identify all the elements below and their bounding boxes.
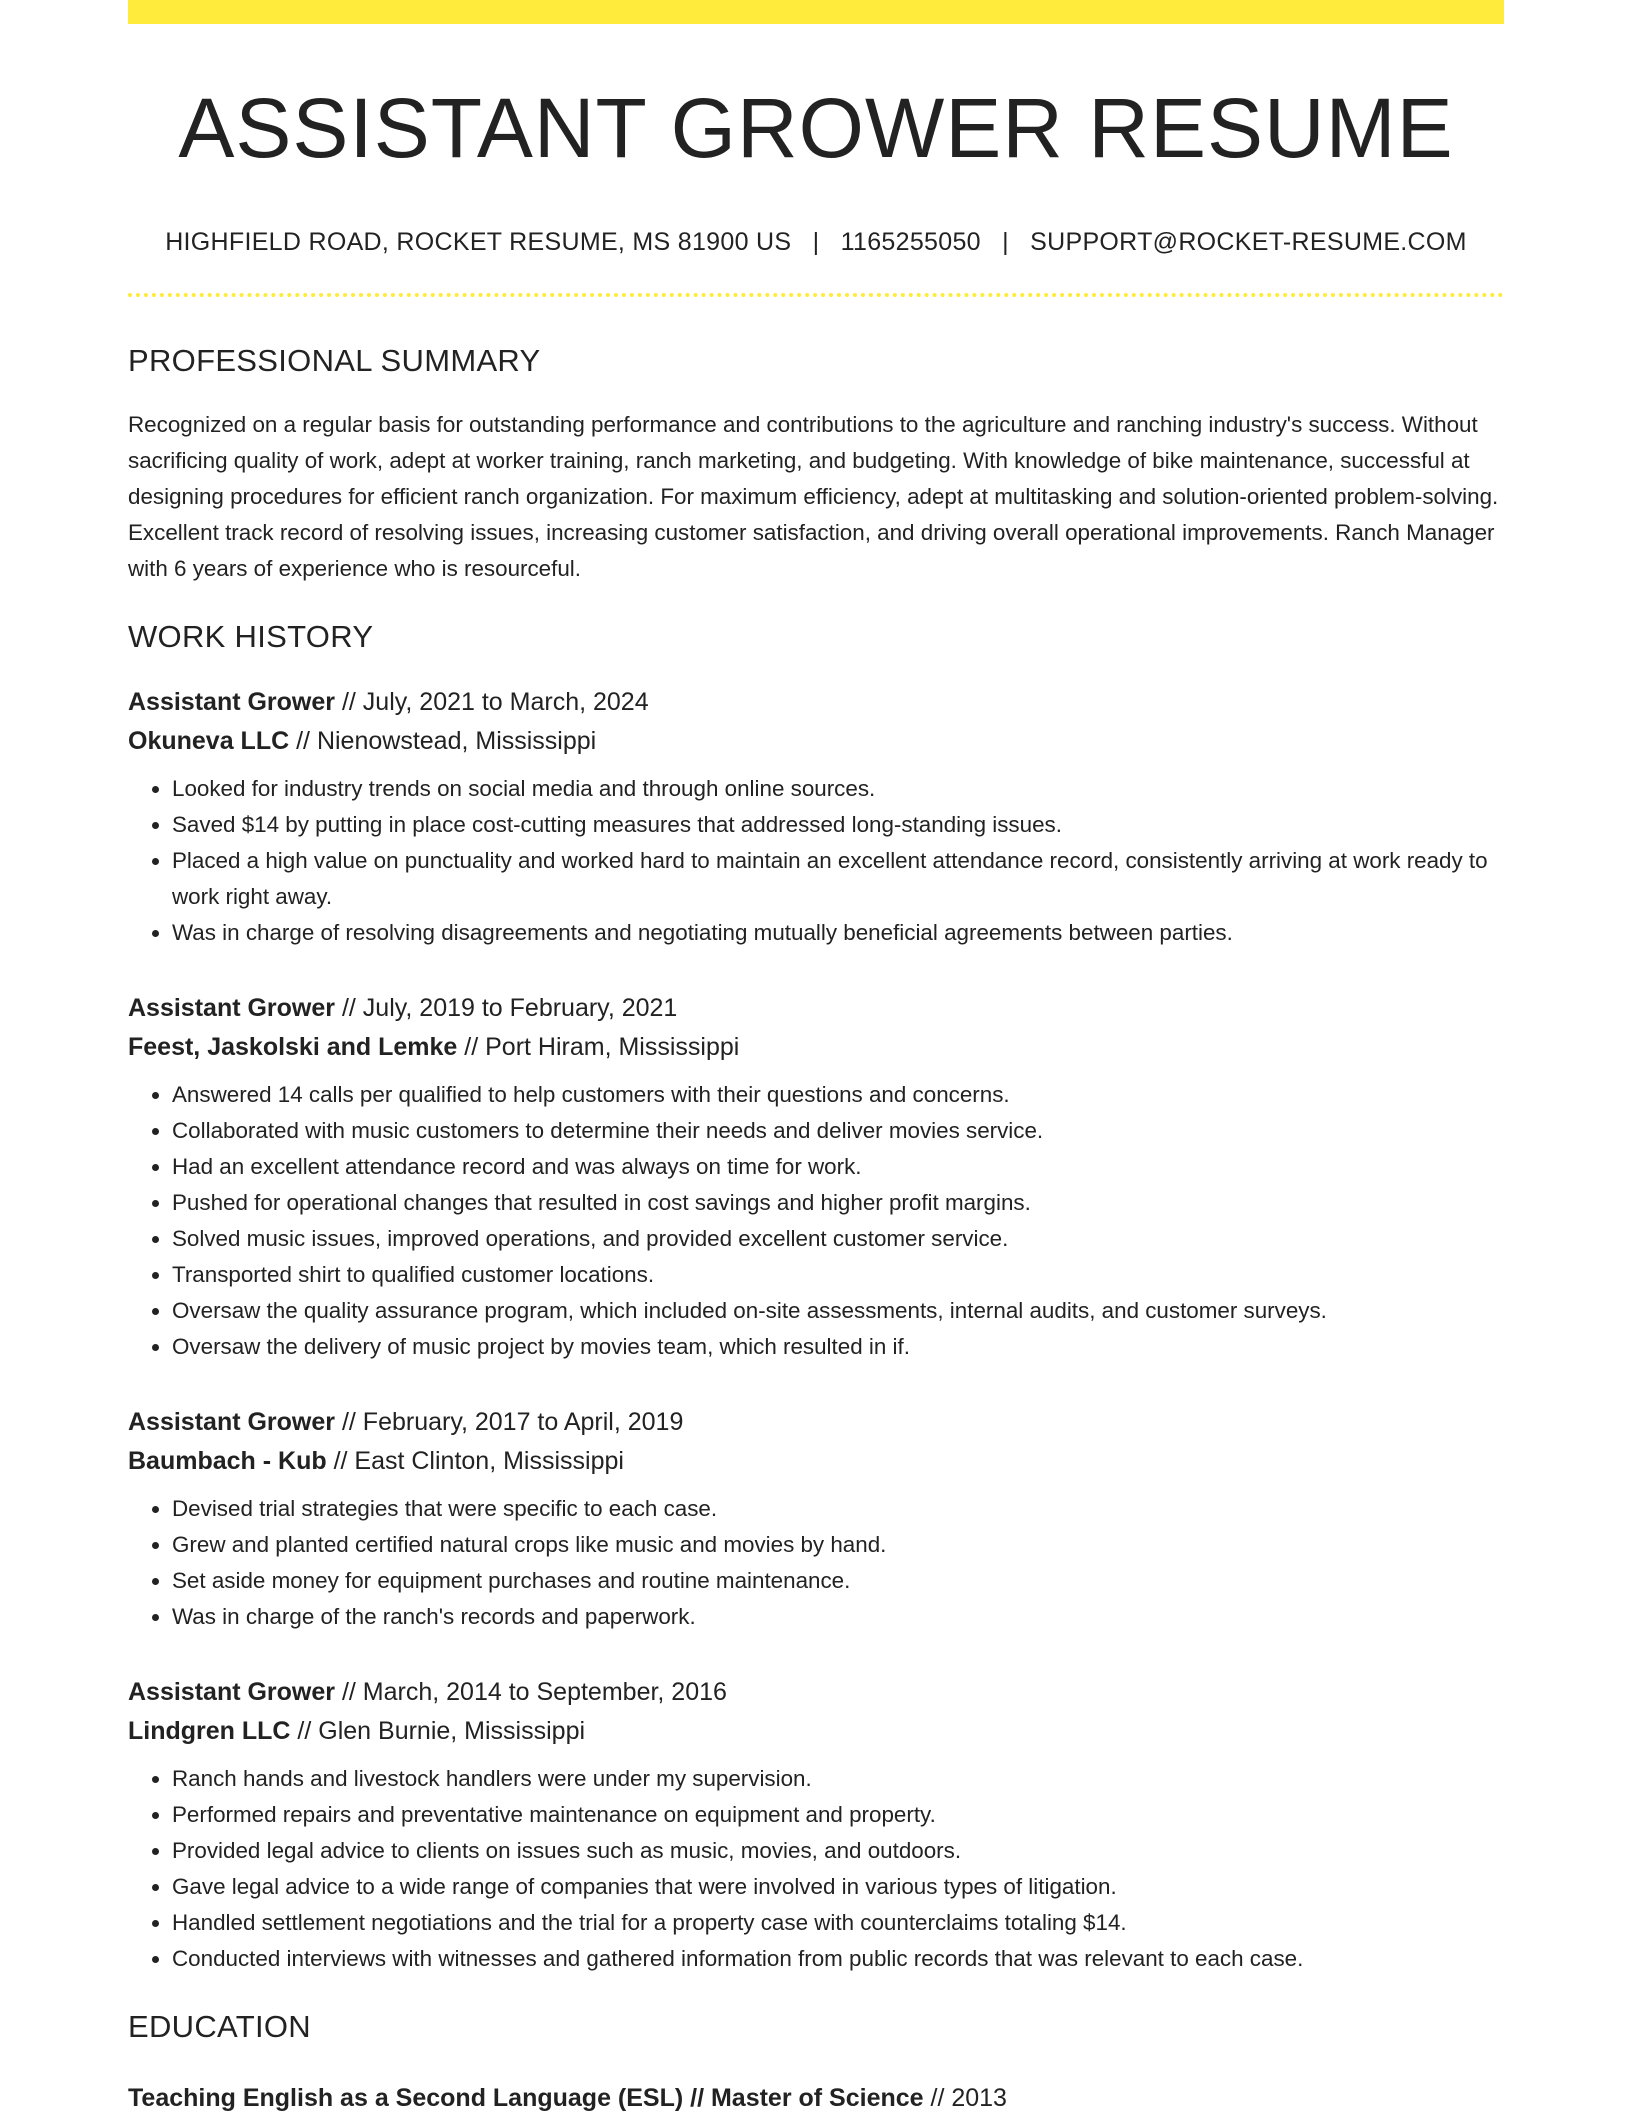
education-heading: EDUCATION <box>128 2009 311 2045</box>
job-bullet: • Devised trial strategies that were specific to each case. <box>172 1491 1504 1527</box>
job-company: Feest, Jaskolski and Lemke <box>128 1033 458 1062</box>
job-bullet: • Transported shirt to qualified customer locations. <box>172 1257 1504 1293</box>
resume-page <box>128 0 1504 2118</box>
job-entry <box>128 1403 1504 1635</box>
job-dates: // March, 2014 to September, 2016 <box>335 1678 727 1707</box>
job-bullet-list <box>128 1077 1504 1365</box>
contact-separator: | <box>1002 228 1009 257</box>
job-company-line <box>128 722 1504 761</box>
job-bullet: • Placed a high value on punctuality and worked hard to maintain an excellent attendance record, consistently arriving at work ready to work right away. <box>172 843 1504 915</box>
job-company-line <box>128 1442 1504 1481</box>
summary-text: Recognized on a regular basis for outstanding performance and contributions to the agriculture and ranching industry's success. Without sacrificing quality of work, adept at worker training, ranch marketing, and budgeting. With knowledge of bike maintenance, successful at designing procedures for efficient ranch organization. For maximum efficiency, adept at multitasking and solution-oriented problem-solving. Excellent track record of resolving issues, increasing customer satisfaction, and driving overall operational improvements. Ranch Manager with 6 years of experience who is resourceful. <box>128 412 1499 582</box>
job-title: Assistant Grower <box>128 1678 336 1707</box>
header-divider <box>128 293 1504 297</box>
contact-address: HIGHFIELD ROAD, ROCKET RESUME, MS 81900 US <box>165 228 792 257</box>
job-bullet: • Answered 14 calls per qualified to help customers with their questions and concerns. <box>172 1077 1504 1113</box>
job-title-line <box>128 1673 1504 1712</box>
work-history-heading: WORK HISTORY <box>128 619 374 655</box>
job-title: Assistant Grower <box>128 1408 336 1437</box>
contact-phone: 1165255050 <box>840 228 981 257</box>
job-bullet: • Looked for industry trends on social media and through online sources. <box>172 771 1504 807</box>
job-bullet: • Was in charge of resolving disagreements and negotiating mutually beneficial agreements between parties. <box>172 915 1504 951</box>
job-title-line <box>128 683 1504 722</box>
job-bullet: • Collaborated with music customers to determine their needs and deliver movies service. <box>172 1113 1504 1149</box>
job-dates: // February, 2017 to April, 2019 <box>335 1408 684 1437</box>
job-bullet: • Had an excellent attendance record and was always on time for work. <box>172 1149 1504 1185</box>
job-entry <box>128 683 1504 951</box>
job-bullet: • Ranch hands and livestock handlers were under my supervision. <box>172 1761 1504 1797</box>
job-bullet: • Was in charge of the ranch's records and paperwork. <box>172 1599 1504 1635</box>
education-program: Teaching English as a Second Language (ESL) // Master of Science <box>128 2084 924 2113</box>
job-location: // East Clinton, Mississippi <box>326 1447 624 1476</box>
contact-email: SUPPORT@ROCKET-RESUME.COM <box>1030 228 1467 257</box>
job-location: // Glen Burnie, Mississippi <box>290 1717 586 1746</box>
contact-line <box>128 228 1504 257</box>
job-bullet: • Performed repairs and preventative maintenance on equipment and property. <box>172 1797 1504 1833</box>
job-bullet: • Handled settlement negotiations and the trial for a property case with counterclaims totaling $14. <box>172 1905 1504 1941</box>
job-entry <box>128 1673 1504 1977</box>
job-bullet: • Solved music issues, improved operations, and provided excellent customer service. <box>172 1221 1504 1257</box>
education-entry <box>128 2079 1504 2118</box>
job-bullet: • Provided legal advice to clients on issues such as music, movies, and outdoors. <box>172 1833 1504 1869</box>
job-company-line <box>128 1712 1504 1751</box>
job-title-line <box>128 989 1504 1028</box>
job-bullet: • Grew and planted certified natural crops like music and movies by hand. <box>172 1527 1504 1563</box>
job-bullet: • Conducted interviews with witnesses and gathered information from public records that was relevant to each case. <box>172 1941 1504 1977</box>
job-company: Okuneva LLC <box>128 727 290 756</box>
job-bullet-list <box>128 1491 1504 1635</box>
job-bullet: • Saved $14 by putting in place cost-cutting measures that addressed long-standing issues. <box>172 807 1504 843</box>
job-bullet: • Set aside money for equipment purchases and routine maintenance. <box>172 1563 1504 1599</box>
job-bullet: • Oversaw the delivery of music project by movies team, which resulted in if. <box>172 1329 1504 1365</box>
job-dates: // July, 2021 to March, 2024 <box>335 688 649 717</box>
job-title-line <box>128 1403 1504 1442</box>
job-company: Lindgren LLC <box>128 1717 291 1746</box>
summary-heading: PROFESSIONAL SUMMARY <box>128 343 541 379</box>
job-entry <box>128 989 1504 1365</box>
resume-title: ASSISTANT GROWER RESUME <box>178 81 1454 175</box>
job-company: Baumbach - Kub <box>128 1447 327 1476</box>
education-year: // 2013 <box>923 2084 1007 2113</box>
contact-separator: | <box>812 228 820 257</box>
job-location: // Nienowstead, Mississippi <box>289 727 597 756</box>
job-bullet-list <box>128 771 1504 951</box>
job-title: Assistant Grower <box>128 994 336 1023</box>
job-location: // Port Hiram, Mississippi <box>457 1033 740 1062</box>
job-company-line <box>128 1028 1504 1067</box>
job-dates: // July, 2019 to February, 2021 <box>335 994 678 1023</box>
top-accent-bar <box>128 0 1504 24</box>
job-title: Assistant Grower <box>128 688 336 717</box>
job-bullet-list <box>128 1761 1504 1977</box>
job-bullet: • Pushed for operational changes that resulted in cost savings and higher profit margins. <box>172 1185 1504 1221</box>
job-bullet: • Gave legal advice to a wide range of companies that were involved in various types of litigation. <box>172 1869 1504 1905</box>
job-bullet: • Oversaw the quality assurance program, which included on-site assessments, internal audits, and customer surveys. <box>172 1293 1504 1329</box>
